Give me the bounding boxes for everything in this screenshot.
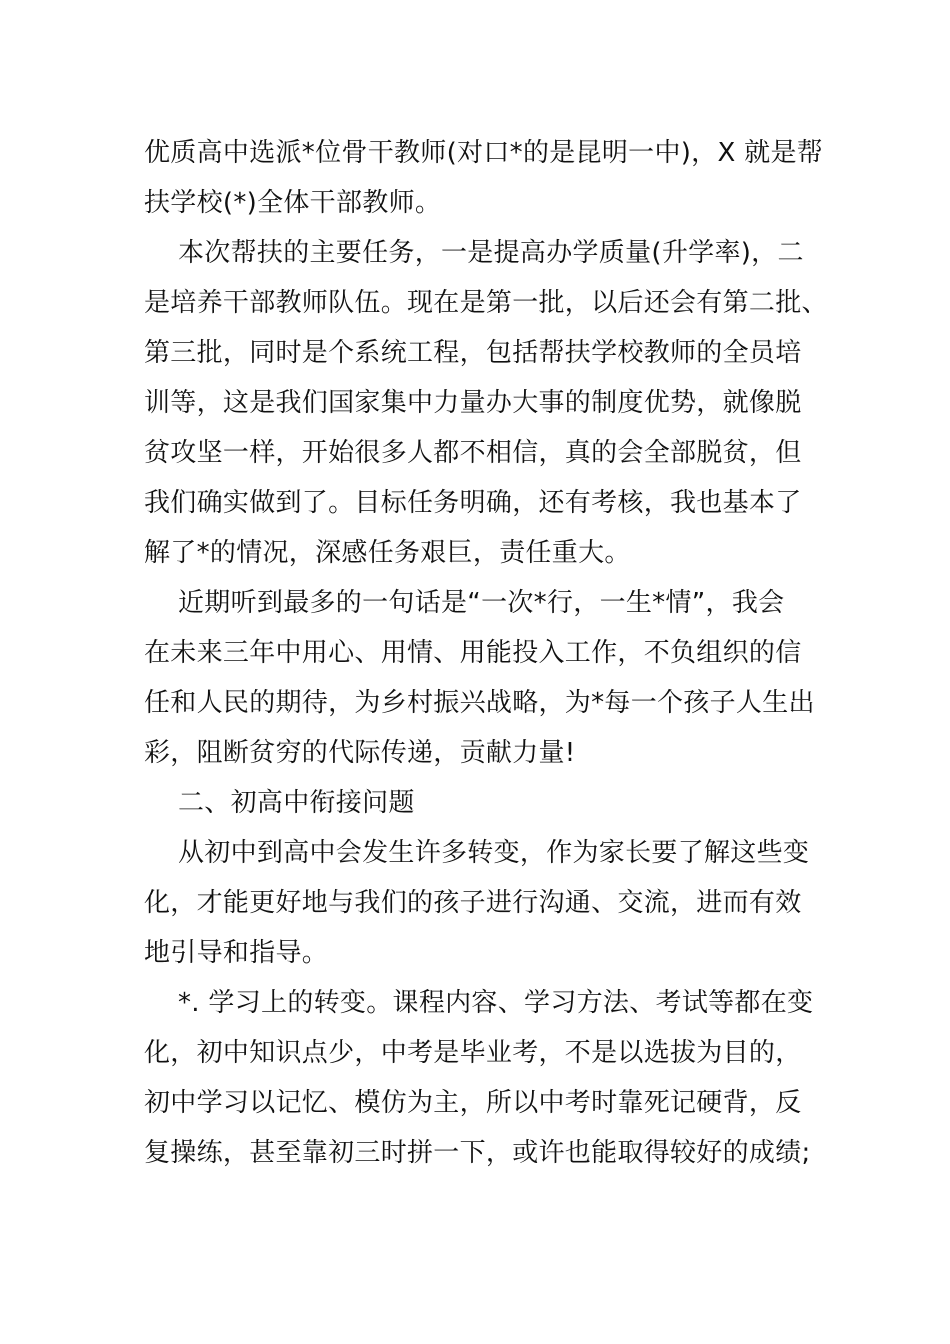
text-line: 本次帮扶的主要任务，一是提高办学质量(升学率)，二: [178, 238, 804, 268]
text-line: 扶学校(*)全体干部教师。: [144, 188, 442, 218]
text-line: 任和人民的期待，为乡村振兴战略，为*每一个孩子人生出: [144, 688, 815, 718]
text-line: 解了*的情况，深感任务艰巨，责任重大。: [144, 538, 631, 568]
paragraph-2: [144, 228, 828, 578]
section-heading: [144, 778, 808, 828]
paragraph-3: [144, 578, 815, 778]
text-line: 初中学习以记忆、模仿为主，所以中考时靠死记硬背，反: [144, 1088, 802, 1118]
text-line: 复操练，甚至靠初三时拼一下，或许也能取得较好的成绩;: [144, 1138, 811, 1168]
text-line: 地引导和指导。: [144, 938, 329, 968]
text-line: 在未来三年中用心、用情、用能投入工作，不负组织的信: [144, 638, 802, 668]
paragraph-5: [144, 828, 808, 978]
text-line: 化，才能更好地与我们的孩子进行沟通、交流，进而有效: [144, 888, 802, 918]
text-line: 是培养干部教师队伍。现在是第一批，以后还会有第二批、: [144, 288, 828, 318]
text-line: 化，初中知识点少，中考是毕业考，不是以选拔为目的，: [144, 1038, 802, 1068]
heading-text: 二、初高中衔接问题: [178, 788, 415, 818]
text-line: 贫攻坚一样，开始很多人都不相信，真的会全部脱贫，但: [144, 438, 802, 468]
paragraph-6: [144, 978, 814, 1178]
text-line: 我们确实做到了。目标任务明确，还有考核，我也基本了: [144, 488, 802, 518]
text-line: *. 学习上的转变。课程内容、学习方法、考试等都在变: [178, 988, 814, 1018]
paragraph-1: [144, 128, 824, 228]
text-line: 彩，阻断贫穷的代际传递，贡献力量!: [144, 738, 576, 768]
text-line: 优质高中选派*位骨干教师(对口*的是昆明一中)，X 就是帮: [144, 138, 824, 168]
text-line: 第三批，同时是个系统工程，包括帮扶学校教师的全员培: [144, 338, 802, 368]
text-line: 从初中到高中会发生许多转变，作为家长要了解这些变: [178, 838, 810, 868]
text-line: 近期听到最多的一句话是“一次*行，一生*情”，我会: [178, 588, 785, 618]
document-body: [144, 128, 828, 1178]
text-line: 训等，这是我们国家集中力量办大事的制度优势，就像脱: [144, 388, 802, 418]
